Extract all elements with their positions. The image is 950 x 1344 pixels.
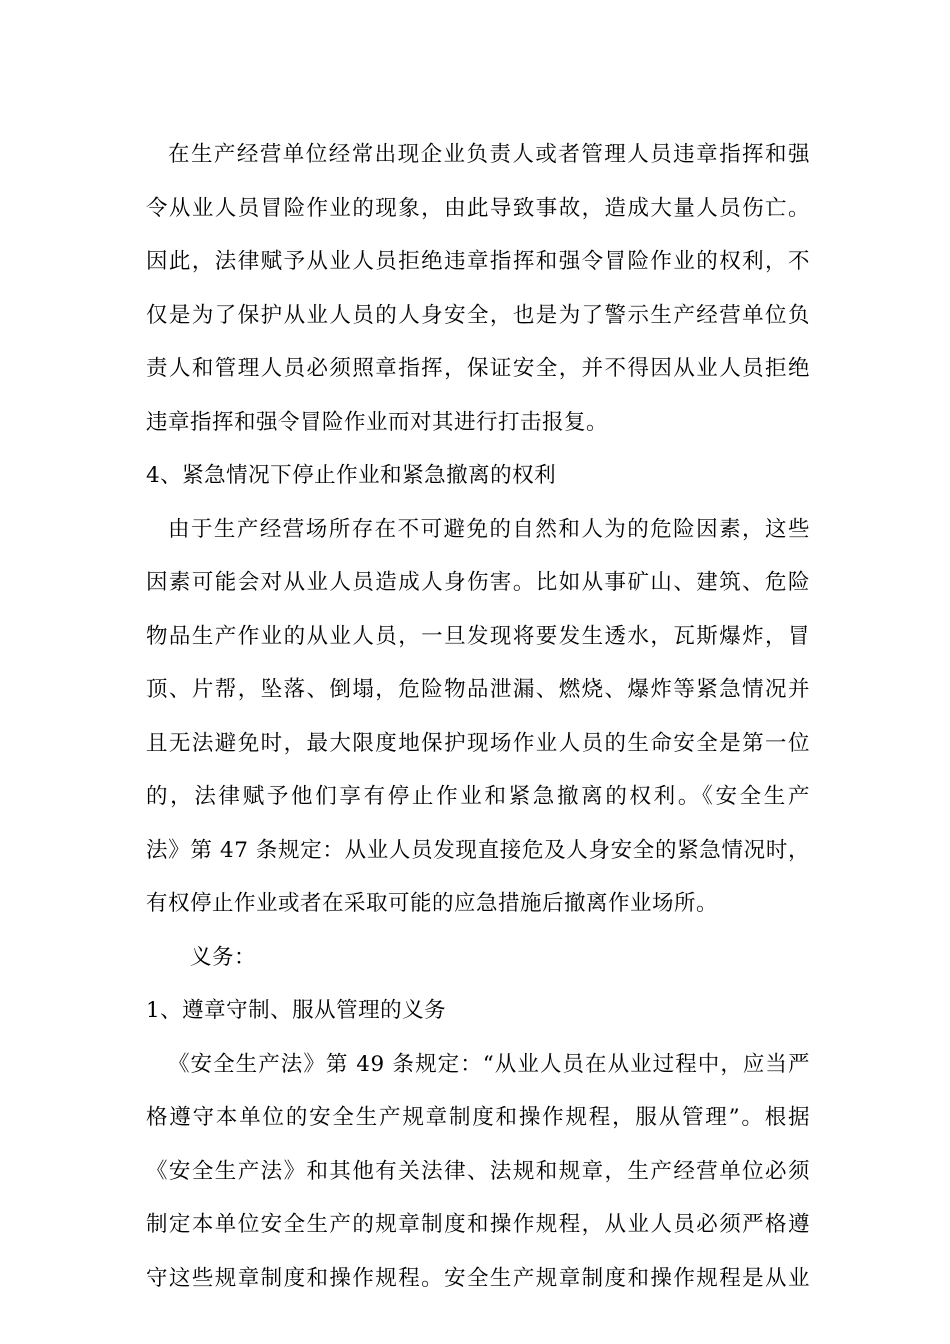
paragraph-line: 的，法律赋予他们享有停止作业和紧急撤离的权利。《安全生产 xyxy=(146,784,810,809)
paragraph-line: 《安全生产法》第 49 条规定：“从业人员在从业过程中，应当严 xyxy=(168,1051,810,1077)
obligations-heading: 义务： xyxy=(190,944,257,970)
paragraph-line: 因此，法律赋予从业人员拒绝违章指挥和强令冒险作业的权利，不 xyxy=(146,249,810,274)
document-body xyxy=(146,128,810,1305)
paragraph-line: 违章指挥和强令冒险作业而对其进行打击报复。 xyxy=(146,409,609,435)
paragraph-line: 令从业人员冒险作业的现象，由此导致事故，造成大量人员伤亡。 xyxy=(146,195,810,221)
paragraph-line: 顶、片帮，坠落、倒塌，危险物品泄漏、燃烧、爆炸等紧急情况并 xyxy=(146,677,810,702)
paragraph-line: 有权停止作业或者在采取可能的应急措施后撤离作业场所。 xyxy=(146,891,719,916)
paragraph-line: 法》第 47 条规定：从业人员发现直接危及人身安全的紧急情况时， xyxy=(146,837,810,863)
paragraph-line: 仅是为了保护从业人员的人身安全，也是为了警示生产经营单位负 xyxy=(146,302,810,328)
section-heading: 1、遵章守制、服从管理的义务 xyxy=(146,998,447,1023)
paragraph-line: 且无法避免时，最大限度地保护现场作业人员的生命安全是第一位 xyxy=(146,730,810,756)
paragraph-line: 责人和管理人员必须照章指挥，保证安全，并不得因从业人员拒绝 xyxy=(146,356,810,381)
paragraph-line: 由于生产经营场所存在不可避免的自然和人为的危险因素，这些 xyxy=(168,516,810,542)
paragraph-line: 格遵守本单位的安全生产规章制度和操作规程，服从管理”。根据 xyxy=(146,1105,810,1130)
paragraph-line: 《安全生产法》和其他有关法律、法规和规章，生产经营单位必须 xyxy=(146,1158,810,1184)
paragraph-line: 在生产经营单位经常出现企业负责人或者管理人员违章指挥和强 xyxy=(168,142,810,167)
paragraph-line: 物品生产作业的从业人员，一旦发现将要发生透水，瓦斯爆炸，冒 xyxy=(146,623,810,649)
paragraph-line: 制定本单位安全生产的规章制度和操作规程，从业人员必须严格遵 xyxy=(146,1212,810,1237)
paragraph-line: 因素可能会对从业人员造成人身伤害。比如从事矿山、建筑、危险 xyxy=(146,570,810,595)
paragraph-line: 守这些规章制度和操作规程。安全生产规章制度和操作规程是从业 xyxy=(146,1265,810,1291)
section-heading: 4、紧急情况下停止作业和紧急撤离的权利 xyxy=(146,463,557,488)
